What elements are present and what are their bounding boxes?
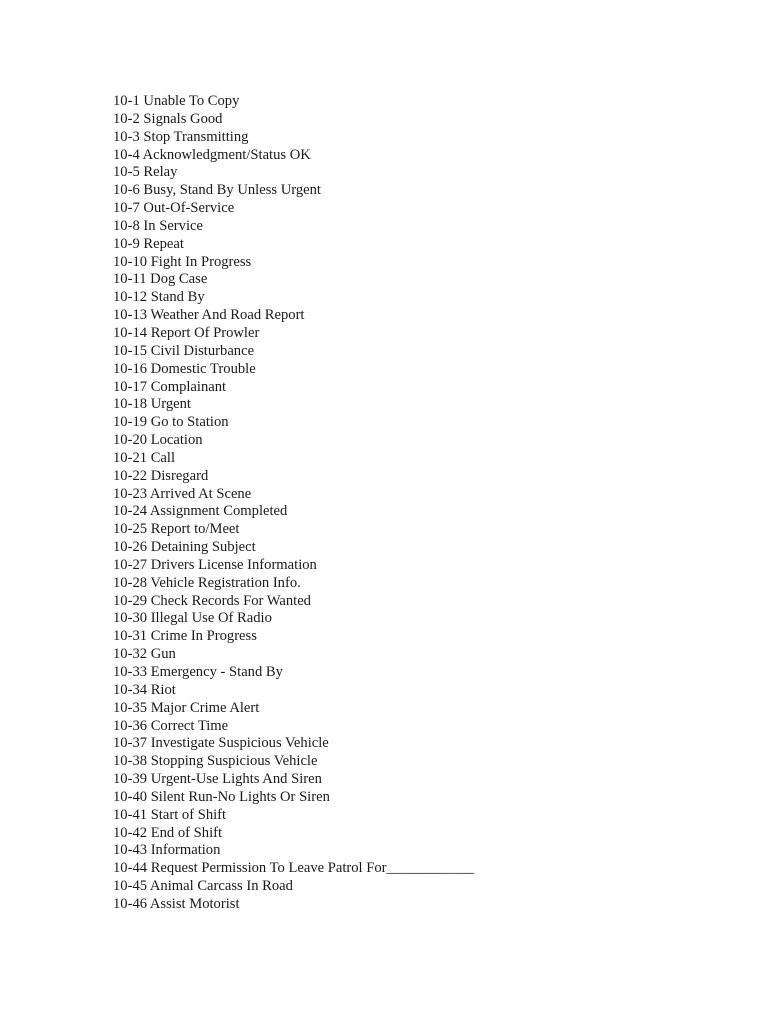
list-item: 10-35 Major Crime Alert xyxy=(113,699,260,716)
list-item: 10-1 Unable To Copy xyxy=(113,93,240,109)
list-item: 10-25 Report to/Meet xyxy=(113,521,240,538)
list-item: 10-4 Acknowledgment/Status OK xyxy=(113,146,311,163)
list-item: 10-16 Domestic Trouble xyxy=(113,360,256,377)
list-item: 10-30 Illegal Use Of Radio xyxy=(113,610,272,627)
list-item: 10-37 Investigate Suspicious Vehicle xyxy=(113,735,329,752)
list-item: 10-28 Vehicle Registration Info. xyxy=(113,574,301,591)
list-item: 10-43 Information xyxy=(113,842,221,859)
list-item: 10-10 Fight In Progress xyxy=(113,253,252,270)
list-item: 10-22 Disregard xyxy=(113,467,209,484)
list-item: 10-42 End of Shift xyxy=(113,824,223,841)
list-item: 10-13 Weather And Road Report xyxy=(113,307,305,324)
list-item: 10-38 Stopping Suspicious Vehicle xyxy=(113,753,318,770)
list-item: 10-18 Urgent xyxy=(113,396,191,413)
list-item: 10-11 Dog Case xyxy=(113,271,208,288)
list-item: 10-40 Silent Run-No Lights Or Siren xyxy=(113,788,330,805)
list-item: 10-20 Location xyxy=(113,432,203,449)
list-item: 10-8 In Service xyxy=(113,217,203,234)
list-item: 10-17 Complainant xyxy=(113,378,227,395)
list-item: 10-32 Gun xyxy=(113,646,176,663)
list-item: 10-26 Detaining Subject xyxy=(113,539,256,556)
ten-code-list xyxy=(113,93,474,914)
list-item: 10-46 Assist Motorist xyxy=(113,895,240,912)
list-item: 10-5 Relay xyxy=(113,164,178,181)
list-item: 10-3 Stop Transmitting xyxy=(113,128,249,145)
list-item: 10-41 Start of Shift xyxy=(113,806,227,823)
list-item: 10-29 Check Records For Wanted xyxy=(113,592,311,609)
list-item: 10-34 Riot xyxy=(113,681,176,698)
list-item: 10-33 Emergency - Stand By xyxy=(113,664,283,680)
list-item: 10-39 Urgent-Use Lights And Siren xyxy=(113,771,322,788)
list-item: 10-15 Civil Disturbance xyxy=(113,342,255,359)
list-item: 10-44 Request Permission To Leave Patrol For____________ xyxy=(113,860,475,877)
list-item: 10-2 Signals Good xyxy=(113,110,223,127)
list-item: 10-45 Animal Carcass In Road xyxy=(113,878,293,895)
list-item: 10-31 Crime In Progress xyxy=(113,628,257,645)
list-item: 10-24 Assignment Completed xyxy=(113,503,288,520)
list-item: 10-36 Correct Time xyxy=(113,717,229,734)
list-item: 10-7 Out-Of-Service xyxy=(113,200,235,217)
list-item: 10-27 Drivers License Information xyxy=(113,556,317,573)
list-item: 10-14 Report Of Prowler xyxy=(113,324,260,341)
list-item: 10-9 Repeat xyxy=(113,235,184,252)
list-item: 10-12 Stand By xyxy=(113,289,205,306)
list-item: 10-6 Busy, Stand By Unless Urgent xyxy=(113,182,321,199)
list-item: 10-21 Call xyxy=(113,449,176,466)
list-item: 10-23 Arrived At Scene xyxy=(113,485,252,502)
list-item: 10-19 Go to Station xyxy=(113,414,229,431)
